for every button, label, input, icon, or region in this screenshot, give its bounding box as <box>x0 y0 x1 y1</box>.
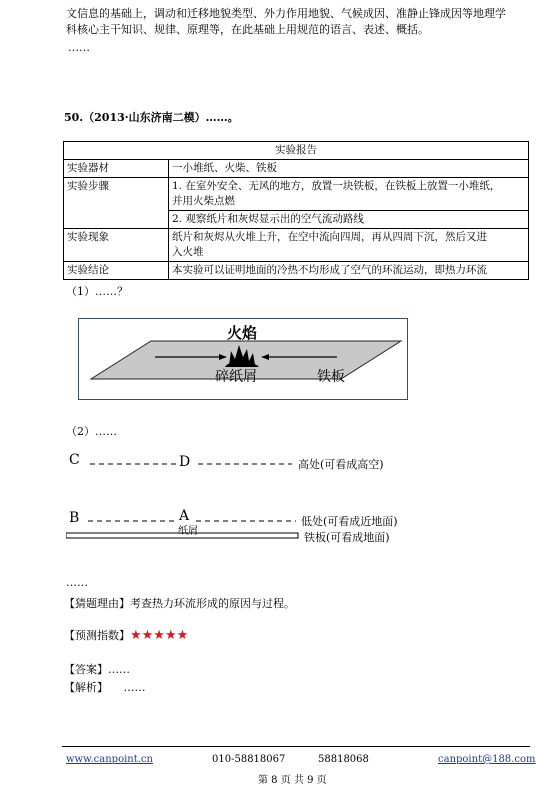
report-header: 实验报告 <box>64 142 529 160</box>
paper-label: 碎纸屑 <box>215 369 257 385</box>
point-a: A <box>179 508 190 524</box>
row-text: 并用火柴点燃 <box>172 195 235 207</box>
point-b: B <box>69 510 80 526</box>
footer-website-link[interactable]: www.canpoint.cn <box>66 754 153 765</box>
answer-row <box>64 662 130 678</box>
low-label: 低处(可看成近地面) <box>301 515 398 528</box>
row-text: 本实验可以证明地面的冷热不均形成了空气的环流运动，即热力环流 <box>172 264 487 276</box>
table-row <box>64 160 529 178</box>
table-row <box>64 178 529 211</box>
point-d: D <box>179 454 191 470</box>
answer-label: 【答案】 <box>64 663 108 676</box>
analysis-row <box>64 680 146 696</box>
analysis-label: 【解析】 <box>64 681 108 694</box>
footer-divider <box>62 746 530 747</box>
prediction-label: 【预测指数】 <box>64 629 130 642</box>
row-label: 实验步骤 <box>64 178 169 229</box>
row-label: 实验现象 <box>64 229 169 262</box>
answer-text: …… <box>108 663 130 676</box>
analysis-text: …… <box>123 681 146 694</box>
row-text: 1. 在室外安全、无风的地方，放置一块铁板，在铁板上放置一小堆纸， <box>172 180 501 192</box>
figure-circulation <box>66 446 410 550</box>
after-ellipsis: …… <box>66 576 88 589</box>
reason-label: 【猜题理由】 <box>64 597 130 610</box>
table-row <box>64 229 529 262</box>
row-text: 一小堆纸、火柴、铁板 <box>172 162 277 174</box>
row-text: 2. 观察纸片和灰烬显示出的空气流动路线 <box>172 213 364 225</box>
table-row <box>64 262 529 280</box>
footer-phone-2: 58818068 <box>318 754 369 765</box>
part-2-label: （2）…… <box>66 425 117 438</box>
point-c: C <box>69 452 80 468</box>
footer-phone-1: 010-58818067 <box>212 754 286 765</box>
intro-ellipsis: …… <box>68 41 90 54</box>
question-title: 50.（2013·山东济南二模）……。 <box>64 111 239 124</box>
reason-row <box>64 596 295 612</box>
flame-label: 火焰 <box>227 324 258 342</box>
figure-iron-plate <box>78 318 408 400</box>
experiment-report-table <box>63 141 529 280</box>
high-label: 高处(可看成高空) <box>298 458 384 471</box>
intro-line-2: 科核心主干知识、规律、原理等，在此基础上用规范的语言、表述、概括。 <box>66 23 429 36</box>
footer-email-link[interactable]: canpoint@188.com <box>438 754 536 765</box>
paper-scrap-label: 纸屑 <box>178 526 198 537</box>
reason-text: 考查热力环流形成的原因与过程。 <box>130 597 295 610</box>
row-text: 纸片和灰烬从火堆上升，在空中流向四周，再从四周下沉，然后又进 <box>172 231 487 243</box>
part-1-label: （1）……？ <box>66 285 128 298</box>
star-rating-icon: ★★★★★ <box>130 628 189 643</box>
row-label: 实验结论 <box>64 262 169 280</box>
intro-line-1: 文信息的基础上，调动和迁移地貌类型、外力作用地貌、气候成因、准静止锋成因等地理学 <box>66 7 506 20</box>
row-text: 入火堆 <box>172 246 204 258</box>
row-label: 实验器材 <box>64 160 169 178</box>
page-number: 第 8 页 共 9 页 <box>258 775 327 786</box>
plate-label: 铁板 <box>317 369 345 385</box>
plate-ground-label: 铁板(可看成地面) <box>304 531 390 544</box>
prediction-row <box>64 628 188 644</box>
